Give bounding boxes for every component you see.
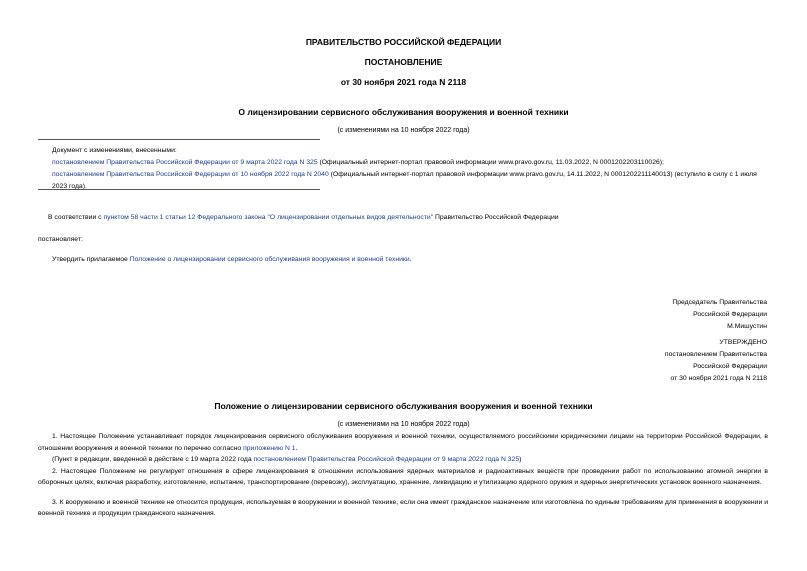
change-item-text: (Официальный интернет-портал правовой информации www.pravo.gov.ru, 11.03.2022, N 0001202203110026); [317,159,664,166]
regulation-title: Положение о лицензировании сервисного обслуживания вооружения и военной техники [214,401,593,411]
regulation-body [38,431,768,520]
regulation-paragraph-1-note: (Пункт в редакции, введенной в действие с 19 марта 2022 года постановлением Правительства Российской Федерации от 9 марта 2022 года N 325) [52,456,522,463]
regulation-paragraph-2: 2. Настоящее Положение не регулирует отношения в сфере лицензирования в отношении использования ядерных материалов и радиоактивных веществ при проведении работ по использованию атомной энергии в оборонных целях, включая разработку, изготовление, испытание, транспортирование (перевозку), эксплуатацию, хранение, ликвидацию и утилизацию ядерного оружия и ядерных энергетических установок военного назначения. [38,467,768,486]
change-link-2040[interactable]: постановлением Правительства Российской Федерации от 10 ноября 2022 года N 2040 [52,171,329,178]
regulation-paragraph-1: 1. Настоящее Положение устанавливает порядок лицензирования сервисного обслуживания вооружения и военной техники, осуществляемого российскими юридическими лицами на территории Российской Федерации, в отношении вооружения и военной техники по перечню согласно приложению N 1. [38,433,768,452]
change-item [52,157,772,169]
signature-position: Председатель Правительства [672,299,767,306]
changes-intro: Документ с изменениями, внесенными: [52,147,177,154]
government-heading: ПРАВИТЕЛЬСТВО РОССИЙСКОЙ ФЕДЕРАЦИИ [305,37,502,47]
resolves-text: постановляет: [38,236,83,243]
doc-type-heading: ПОСТАНОВЛЕНИЕ [364,57,443,67]
regulation-link[interactable]: Положение о лицензировании сервисного обслуживания вооружения и военной техники [129,256,410,263]
date-number-heading: от 30 ноября 2021 года N 2118 [340,77,467,87]
changes-block [52,145,772,193]
change-item-text: (Официальный интернет-портал правовой информации www.pravo.gov.ru, 14.11.2022, N 0001202211140013) (вступило в силу с 1 июля 2023 года). [52,171,757,190]
approve-paragraph: Утвердить прилагаемое Положение о лицензировании сервисного обслуживания вооружения и военной техники. [52,256,412,263]
signature-name: М.Мишустин [727,323,767,330]
approved-label: УТВЕРЖДЕНО [719,339,767,346]
law-link[interactable]: пунктом 58 части 1 статьи 12 Федерального закона "О лицензировании отдельных видов деятельности" [103,214,434,221]
approved-by: постановлением Правительства [664,351,767,358]
approved-country: Российской Федерации [693,363,767,370]
change-link-325[interactable]: постановлением Правительства Российской Федерации от 9 марта 2022 года N 325 [52,159,318,166]
revision-note: (с изменениями на 10 ноября 2022 года) [337,127,470,134]
regulation-revision-note: (с изменениями на 10 ноября 2022 года) [337,421,470,428]
amendment-325-link[interactable]: постановлением Правительства Российской Федерации от 9 марта 2022 года N 325 [253,456,520,463]
document-title: О лицензировании сервисного обслуживания вооружения и военной техники [238,107,569,117]
appendix-1-link[interactable]: приложению N 1 [243,444,296,452]
preamble: В соответствии с пунктом 58 части 1 статьи 12 Федерального закона "О лицензировании отдельных видов деятельности" Правительство Российской Федерации [48,214,559,221]
signature-block [672,297,767,333]
changes-top-divider [38,139,320,140]
approved-stamp [665,337,767,385]
signature-country: Российской Федерации [693,311,767,318]
changes-bottom-divider [38,189,320,190]
regulation-paragraph-3: 3. К вооружению и военной технике не относится продукция, используемая в вооружении и военной технике, если она имеет гражданское назначение или изготовлена по единым требованиям для применения в вооружении и военной технике и продукции гражданского назначения. [38,498,768,517]
approved-date: от 30 ноября 2021 года N 2118 [670,375,767,382]
